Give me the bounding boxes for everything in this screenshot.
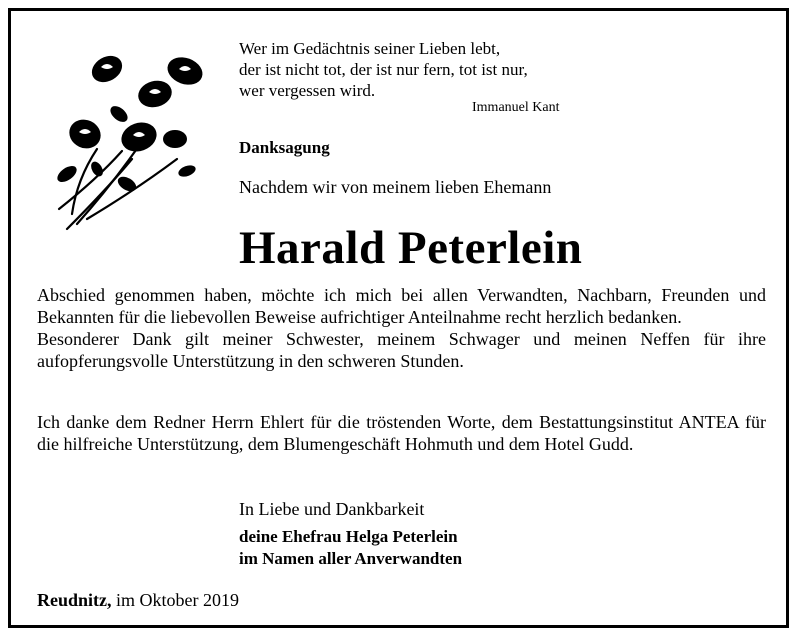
place-date: [37, 590, 239, 611]
quote: [239, 38, 599, 101]
date: im Oktober 2019: [116, 590, 240, 610]
quote-line: wer vergessen wird.: [239, 81, 376, 100]
signature-line: deine Ehefrau Helga Peterlein: [239, 527, 458, 546]
body-text: [37, 284, 766, 372]
quote-line: Wer im Gedächtnis seiner Lieben lebt,: [239, 39, 501, 58]
quote-author: Immanuel Kant: [472, 100, 560, 115]
obituary-notice: [8, 8, 789, 628]
paragraph: Abschied genommen haben, möchte ich mich bei allen Verwandten, Nachbarn, Freunden und Bekannten für die liebevollen Beweise aufrichtiger Anteilnahme recht herzlich bedanken.: [37, 285, 766, 327]
paragraph: Besonderer Dank gilt meiner Schwester, meinem Schwager und meinen Neffen für ihre aufopferungsvolle Unterstützung in den schweren Stunden.: [37, 329, 766, 371]
quote-line: der ist nicht tot, der ist nur fern, tot ist nur,: [239, 60, 528, 79]
rose-bouquet-icon: [37, 39, 217, 239]
place: Reudnitz,: [37, 590, 112, 610]
intro-text: Nachdem wir von meinem lieben Ehemann: [239, 177, 552, 197]
signature-line: im Namen aller Anverwandten: [239, 549, 463, 568]
paragraph: Ich danke dem Redner Herrn Ehlert für die tröstenden Worte, dem Bestattungsinstitut ANTEA für die hilfreiche Unterstützung, dem Blumengeschäft Hohmuth und dem Hotel Gudd.: [37, 412, 766, 454]
deceased-name: Harald Peterlein: [239, 222, 583, 274]
heading: Danksagung: [239, 138, 330, 157]
closing: In Liebe und Dankbarkeit: [239, 499, 425, 519]
